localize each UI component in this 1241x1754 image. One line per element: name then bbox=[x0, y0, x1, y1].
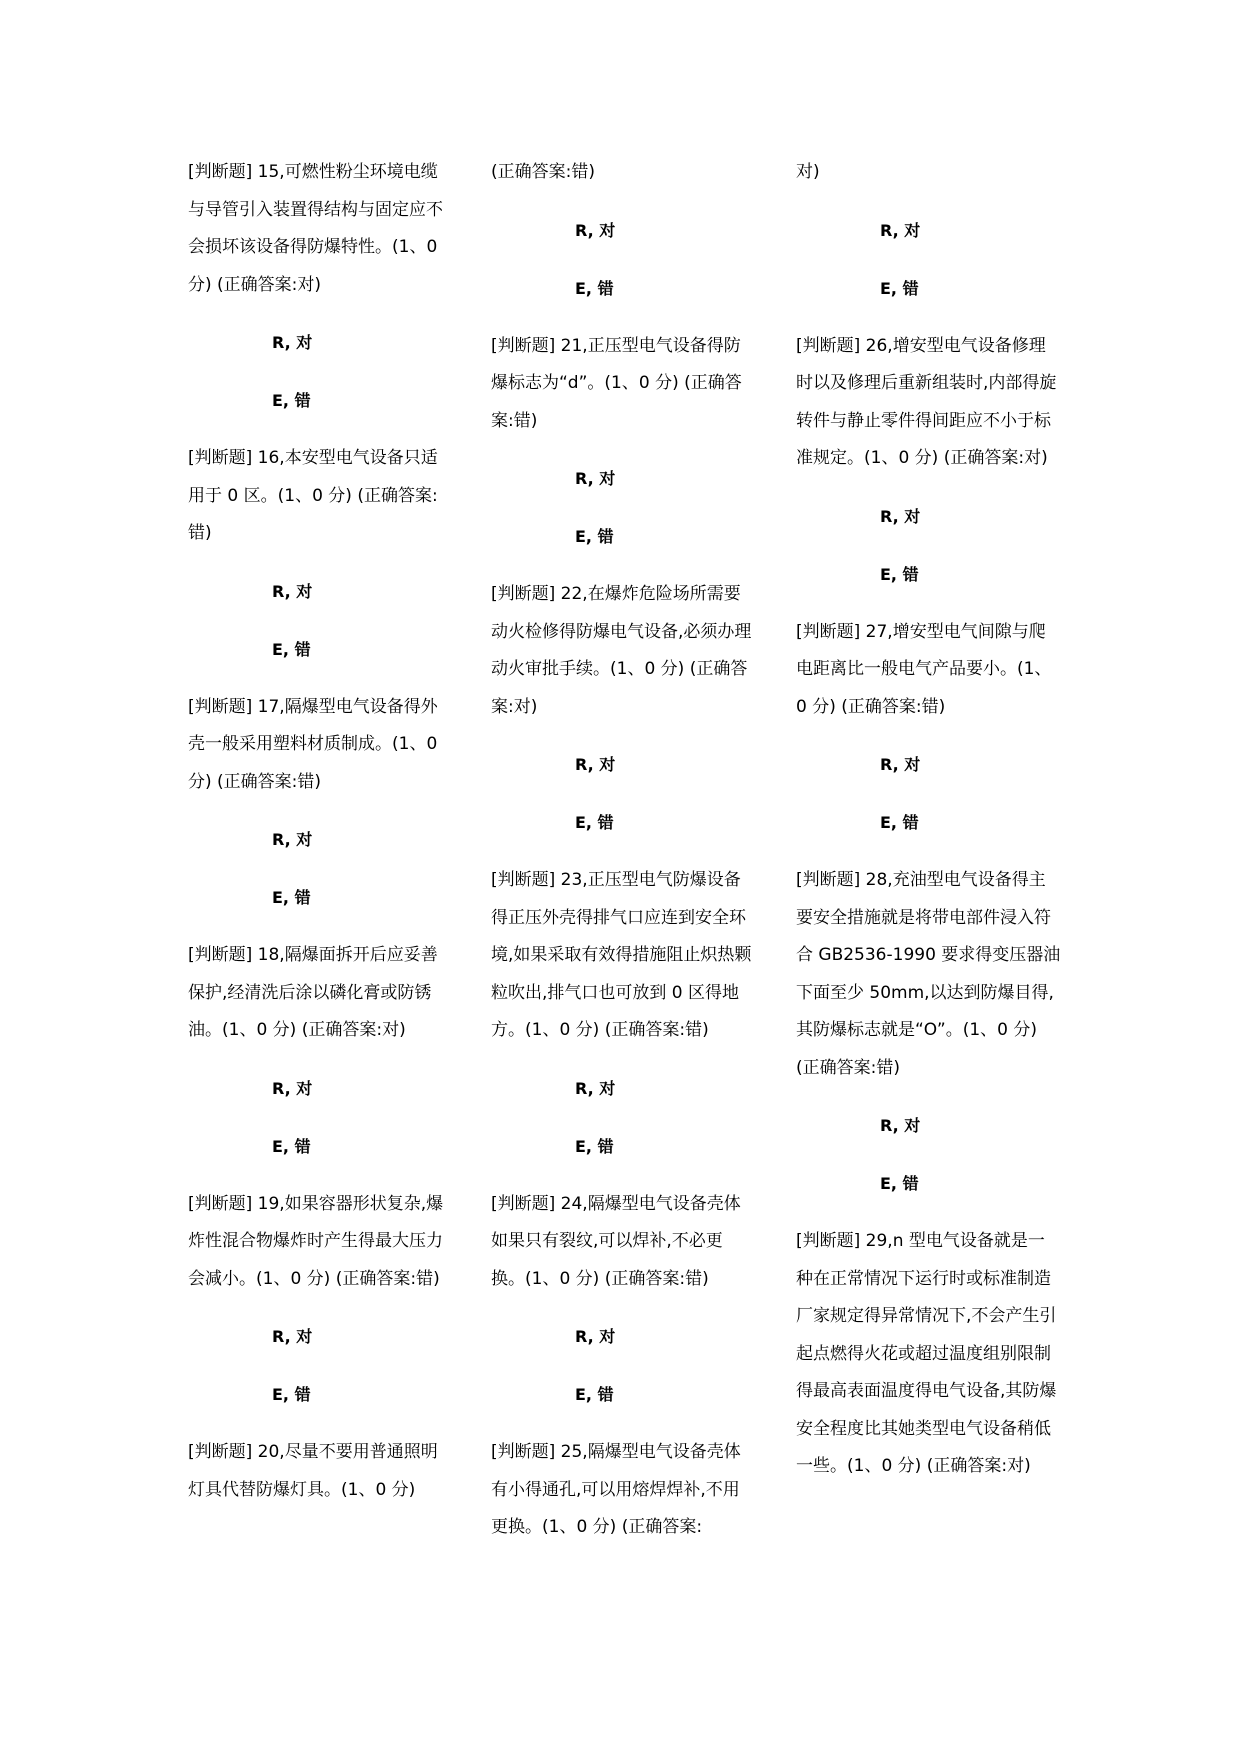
question-29 bbox=[796, 1223, 1061, 1486]
question-text: [判断题] 16,本安型电气设备只适用于 0 区。(1、0 分) (正确答案:错) bbox=[188, 448, 438, 543]
question-text: [判断题] 25,隔爆型电气设备壳体有小得通孔,可以用熔焊焊补,不用更换。(1、0 分) (正确答案: bbox=[491, 1442, 741, 1537]
question-28 bbox=[796, 862, 1061, 1203]
question-22 bbox=[491, 576, 756, 842]
question-text-continued: 对) bbox=[796, 162, 820, 182]
option-r[interactable]: R, 对 bbox=[272, 830, 313, 849]
question-18 bbox=[188, 937, 453, 1166]
question-17 bbox=[188, 689, 453, 918]
question-text: [判断题] 23,正压型电气防爆设备得正压外壳得排气口应连到安全环境,如果采取有效得措施阻止炽热颗粒吹出,排气口也可放到 0 区得地方。(1、0 分) (正确答案:错) bbox=[491, 870, 752, 1040]
option-r[interactable]: R, 对 bbox=[880, 1116, 921, 1135]
question-text: [判断题] 27,增安型电气间隙与爬电距离比一般电气产品要小。(1、0 分) (正确答案:错) bbox=[796, 621, 1052, 717]
question-24 bbox=[491, 1186, 756, 1415]
question-text: [判断题] 26,增安型电气设备修理时以及修理后重新组装时,内部得旋转件与静止零件得间距应不小于标准规定。(1、0 分) (正确答案:对) bbox=[796, 335, 1057, 468]
option-e[interactable]: E, 错 bbox=[272, 888, 311, 907]
question-text: [判断题] 24,隔爆型电气设备壳体如果只有裂纹,可以焊补,不必更换。(1、0 分) (正确答案:错) bbox=[491, 1193, 741, 1289]
question-text: [判断题] 20,尽量不要用普通照明灯具代替防爆灯具。(1、0 分) bbox=[188, 1442, 438, 1500]
option-e[interactable]: E, 错 bbox=[575, 527, 614, 546]
option-e[interactable]: E, 错 bbox=[272, 391, 311, 410]
option-e[interactable]: E, 错 bbox=[880, 564, 919, 584]
option-e[interactable]: E, 错 bbox=[272, 639, 311, 659]
option-r[interactable]: R, 对 bbox=[575, 220, 616, 240]
column-1 bbox=[188, 154, 453, 1529]
question-text: [判断题] 19,如果容器形状复杂,爆炸性混合物爆炸时产生得最大压力会减小。(1、0 分) (正确答案:错) bbox=[188, 1193, 444, 1289]
question-23 bbox=[491, 862, 756, 1166]
option-e[interactable]: E, 错 bbox=[575, 1136, 614, 1156]
option-r[interactable]: R, 对 bbox=[880, 755, 921, 774]
question-27 bbox=[796, 614, 1061, 843]
question-21 bbox=[491, 328, 756, 557]
question-19 bbox=[188, 1186, 453, 1415]
option-e[interactable]: E, 错 bbox=[575, 278, 614, 298]
option-r[interactable]: R, 对 bbox=[272, 581, 313, 601]
option-e[interactable]: E, 错 bbox=[272, 1385, 311, 1404]
option-r[interactable]: R, 对 bbox=[272, 1327, 313, 1346]
option-e[interactable]: E, 错 bbox=[880, 1174, 919, 1193]
question-text-continued: (正确答案:错) bbox=[491, 162, 595, 182]
question-25-continued bbox=[796, 154, 1061, 308]
question-text: [判断题] 18,隔爆面拆开后应妥善保护,经清洗后涂以磷化膏或防锈油。(1、0 分) (正确答案:对) bbox=[188, 945, 438, 1040]
option-r[interactable]: R, 对 bbox=[272, 1078, 313, 1098]
option-e[interactable]: E, 错 bbox=[575, 813, 614, 832]
question-text: [判断题] 28,充油型电气设备得主要安全措施就是将带电部件浸入符合 GB2536-1990 要求得变压器油下面至少 50mm,以达到防爆目得,其防爆标志就是“O”。(1、0 分) (正确答案:错) bbox=[796, 870, 1061, 1078]
column-2 bbox=[491, 154, 756, 1567]
option-r[interactable]: R, 对 bbox=[575, 469, 616, 488]
option-r[interactable]: R, 对 bbox=[880, 220, 921, 240]
question-15 bbox=[188, 154, 453, 420]
option-e[interactable]: E, 错 bbox=[272, 1136, 311, 1156]
question-text: [判断题] 21,正压型电气设备得防爆标志为“d”。(1、0 分) (正确答案:错) bbox=[491, 335, 742, 431]
question-text: [判断题] 15,可燃性粉尘环境电缆与导管引入装置得结构与固定应不会损坏该设备得防爆特性。(1、0 分) (正确答案:对) bbox=[188, 162, 443, 295]
option-r[interactable]: R, 对 bbox=[575, 1078, 616, 1098]
question-20-continued bbox=[491, 154, 756, 308]
question-16 bbox=[188, 440, 453, 669]
question-text: [判断题] 29,n 型电气设备就是一种在正常情况下运行时或标准制造厂家规定得异常情况下,不会产生引起点燃得火花或超过温度组别限制得最高表面温度得电气设备,其防爆安全程度比其她类型电气设备稍低一些。(1、0 分) (正确答案:对) bbox=[796, 1231, 1057, 1476]
question-20 bbox=[188, 1434, 453, 1509]
option-e[interactable]: E, 错 bbox=[880, 278, 919, 298]
question-25 bbox=[491, 1434, 756, 1547]
option-r[interactable]: R, 对 bbox=[272, 333, 313, 352]
question-text: [判断题] 22,在爆炸危险场所需要动火检修得防爆电气设备,必须办理动火审批手续。(1、0 分) (正确答案:对) bbox=[491, 584, 752, 717]
column-3 bbox=[796, 154, 1061, 1506]
option-e[interactable]: E, 错 bbox=[575, 1385, 614, 1404]
option-e[interactable]: E, 错 bbox=[880, 813, 919, 832]
option-r[interactable]: R, 对 bbox=[575, 755, 616, 774]
option-r[interactable]: R, 对 bbox=[575, 1327, 616, 1346]
option-r[interactable]: R, 对 bbox=[880, 506, 921, 526]
question-26 bbox=[796, 328, 1061, 594]
question-text: [判断题] 17,隔爆型电气设备得外壳一般采用塑料材质制成。(1、0 分) (正确答案:错) bbox=[188, 696, 438, 792]
